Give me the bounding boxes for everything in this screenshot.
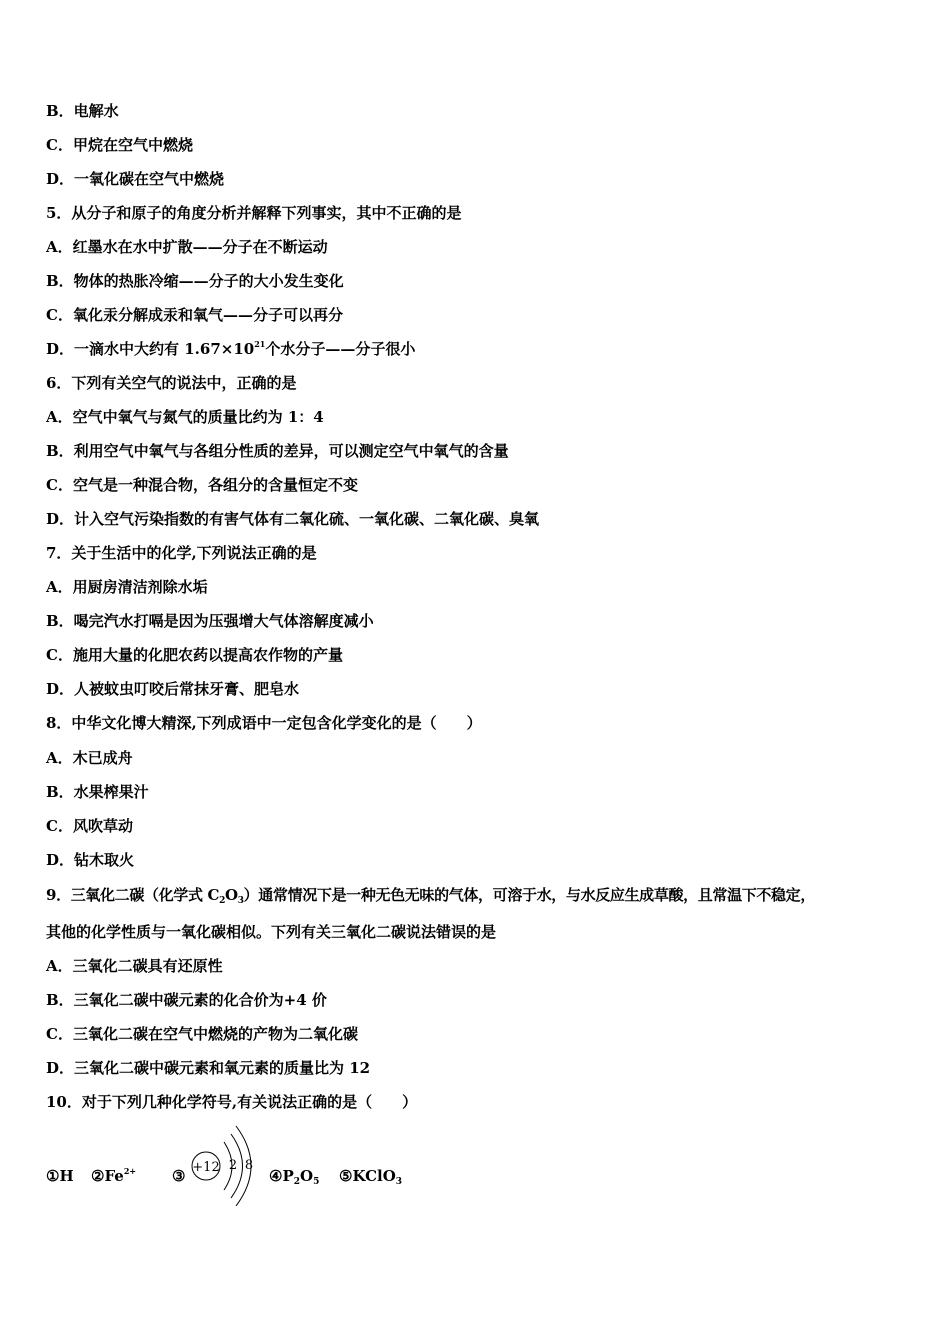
q9-option-b: B．三氧化二碳中碳元素的化合价为+4 价 bbox=[46, 991, 327, 1009]
q9-option-d: D．三氧化二碳中碳元素和氧元素的质量比为 12 bbox=[46, 1059, 371, 1077]
q6-option-a: A．空气中氧气与氮气的质量比约为 1：4 bbox=[46, 408, 324, 426]
q10-symbol-4 bbox=[269, 1166, 319, 1186]
q10-symbol-4-sub2: 5 bbox=[313, 1177, 320, 1187]
q10-symbol-4-o: O bbox=[300, 1167, 314, 1185]
q10-stem: 10．对于下列几种化学符号,有关说法正确的是（ ） bbox=[46, 1093, 418, 1111]
q10-symbol-2-text: ②Fe bbox=[91, 1167, 124, 1185]
q6-option-d: D．计入空气污染指数的有害气体有二氧化硫、一氧化碳、二氧化碳、臭氧 bbox=[46, 510, 540, 528]
q7-option-a: A．用厨房清洁剂除水垢 bbox=[46, 578, 208, 596]
q8-option-a: A．木已成舟 bbox=[46, 749, 133, 767]
q7-stem: 7．关于生活中的化学,下列说法正确的是 bbox=[46, 544, 317, 562]
q9-stem-line2: 其他的化学性质与一氧化碳相似。下列有关三氧化二碳说法错误的是 bbox=[46, 923, 497, 941]
q5-option-c: C．氧化汞分解成汞和氧气——分子可以再分 bbox=[46, 306, 343, 324]
q8-option-d: D．钻木取火 bbox=[46, 851, 135, 869]
q9-option-a: A．三氧化二碳具有还原性 bbox=[46, 957, 223, 975]
q10-symbol-5-sub: 3 bbox=[395, 1177, 403, 1187]
q8-option-b: B．水果榨果汁 bbox=[46, 783, 149, 801]
q5-option-d bbox=[46, 339, 415, 359]
q7-option-b: B．喝完汽水打嗝是因为压强增大气体溶解度减小 bbox=[46, 612, 374, 630]
q9-stem-part1: 9．三氧化二碳（化学式 C bbox=[46, 886, 220, 904]
q10-symbol-3-label: ③ bbox=[172, 1167, 186, 1185]
q6-option-c: C．空气是一种混合物，各组分的含量恒定不变 bbox=[46, 476, 358, 494]
q5-option-d-prefix: D．一滴水中大约有 1.67×10 bbox=[46, 340, 255, 358]
q5-option-b: B．物体的热胀冷缩——分子的大小发生变化 bbox=[46, 272, 344, 290]
q10-symbols bbox=[46, 1122, 466, 1212]
q9-formula-sub1: 2 bbox=[219, 896, 225, 906]
q10-symbol-2 bbox=[91, 1166, 136, 1186]
q5-stem: 5．从分子和原子的角度分析并解释下列事实，其中不正确的是 bbox=[46, 204, 462, 222]
q7-option-c: C．施用大量的化肥农药以提高农作物的产量 bbox=[46, 646, 343, 664]
q10-symbol-4-sub1: 2 bbox=[293, 1177, 300, 1187]
q5-option-d-suffix: 个水分子——分子很小 bbox=[265, 340, 416, 358]
q4-option-b: B．电解水 bbox=[46, 102, 119, 120]
q10-symbol-4-p: ④P bbox=[269, 1167, 294, 1185]
q10-symbol-1: ①H bbox=[46, 1167, 74, 1185]
q9-formula-o: O bbox=[224, 886, 238, 904]
q8-stem: 8．中华文化博大精深,下列成语中一定包含化学变化的是（ ） bbox=[46, 714, 482, 732]
q9-stem-part2: ）通常情况下是一种无色无味的气体，可溶于水，与水反应生成草酸，且常温下不稳定， bbox=[243, 886, 815, 904]
q6-stem: 6．下列有关空气的说法中，正确的是 bbox=[46, 374, 297, 392]
q9-formula-sub2: 3 bbox=[237, 896, 244, 906]
q4-option-c: C．甲烷在空气中燃烧 bbox=[46, 136, 193, 154]
shell-1-electrons: 2 bbox=[228, 1158, 238, 1173]
q10-symbol-5 bbox=[339, 1166, 402, 1186]
magnesium-atom-structure-diagram bbox=[188, 1122, 268, 1206]
q9-stem-line1 bbox=[46, 885, 815, 905]
q5-option-a: A．红墨水在水中扩散——分子在不断运动 bbox=[46, 238, 328, 256]
q4-option-d: D．一氧化碳在空气中燃烧 bbox=[46, 170, 225, 188]
q8-option-c: C．风吹草动 bbox=[46, 817, 133, 835]
q10-symbol-5-text: ⑤KClO bbox=[339, 1167, 396, 1185]
q5-option-d-exponent: 21 bbox=[254, 339, 266, 349]
q10-symbol-2-charge: 2+ bbox=[123, 1166, 137, 1176]
nucleus-charge: +12 bbox=[192, 1160, 220, 1175]
q9-option-c: C．三氧化二碳在空气中燃烧的产物为二氧化碳 bbox=[46, 1025, 358, 1043]
q7-option-d: D．人被蚊虫叮咬后常抹牙膏、肥皂水 bbox=[46, 680, 300, 698]
shell-2-electrons: 8 bbox=[244, 1158, 254, 1173]
q6-option-b: B．利用空气中氧气与各组分性质的差异，可以测定空气中氧气的含量 bbox=[46, 442, 509, 460]
